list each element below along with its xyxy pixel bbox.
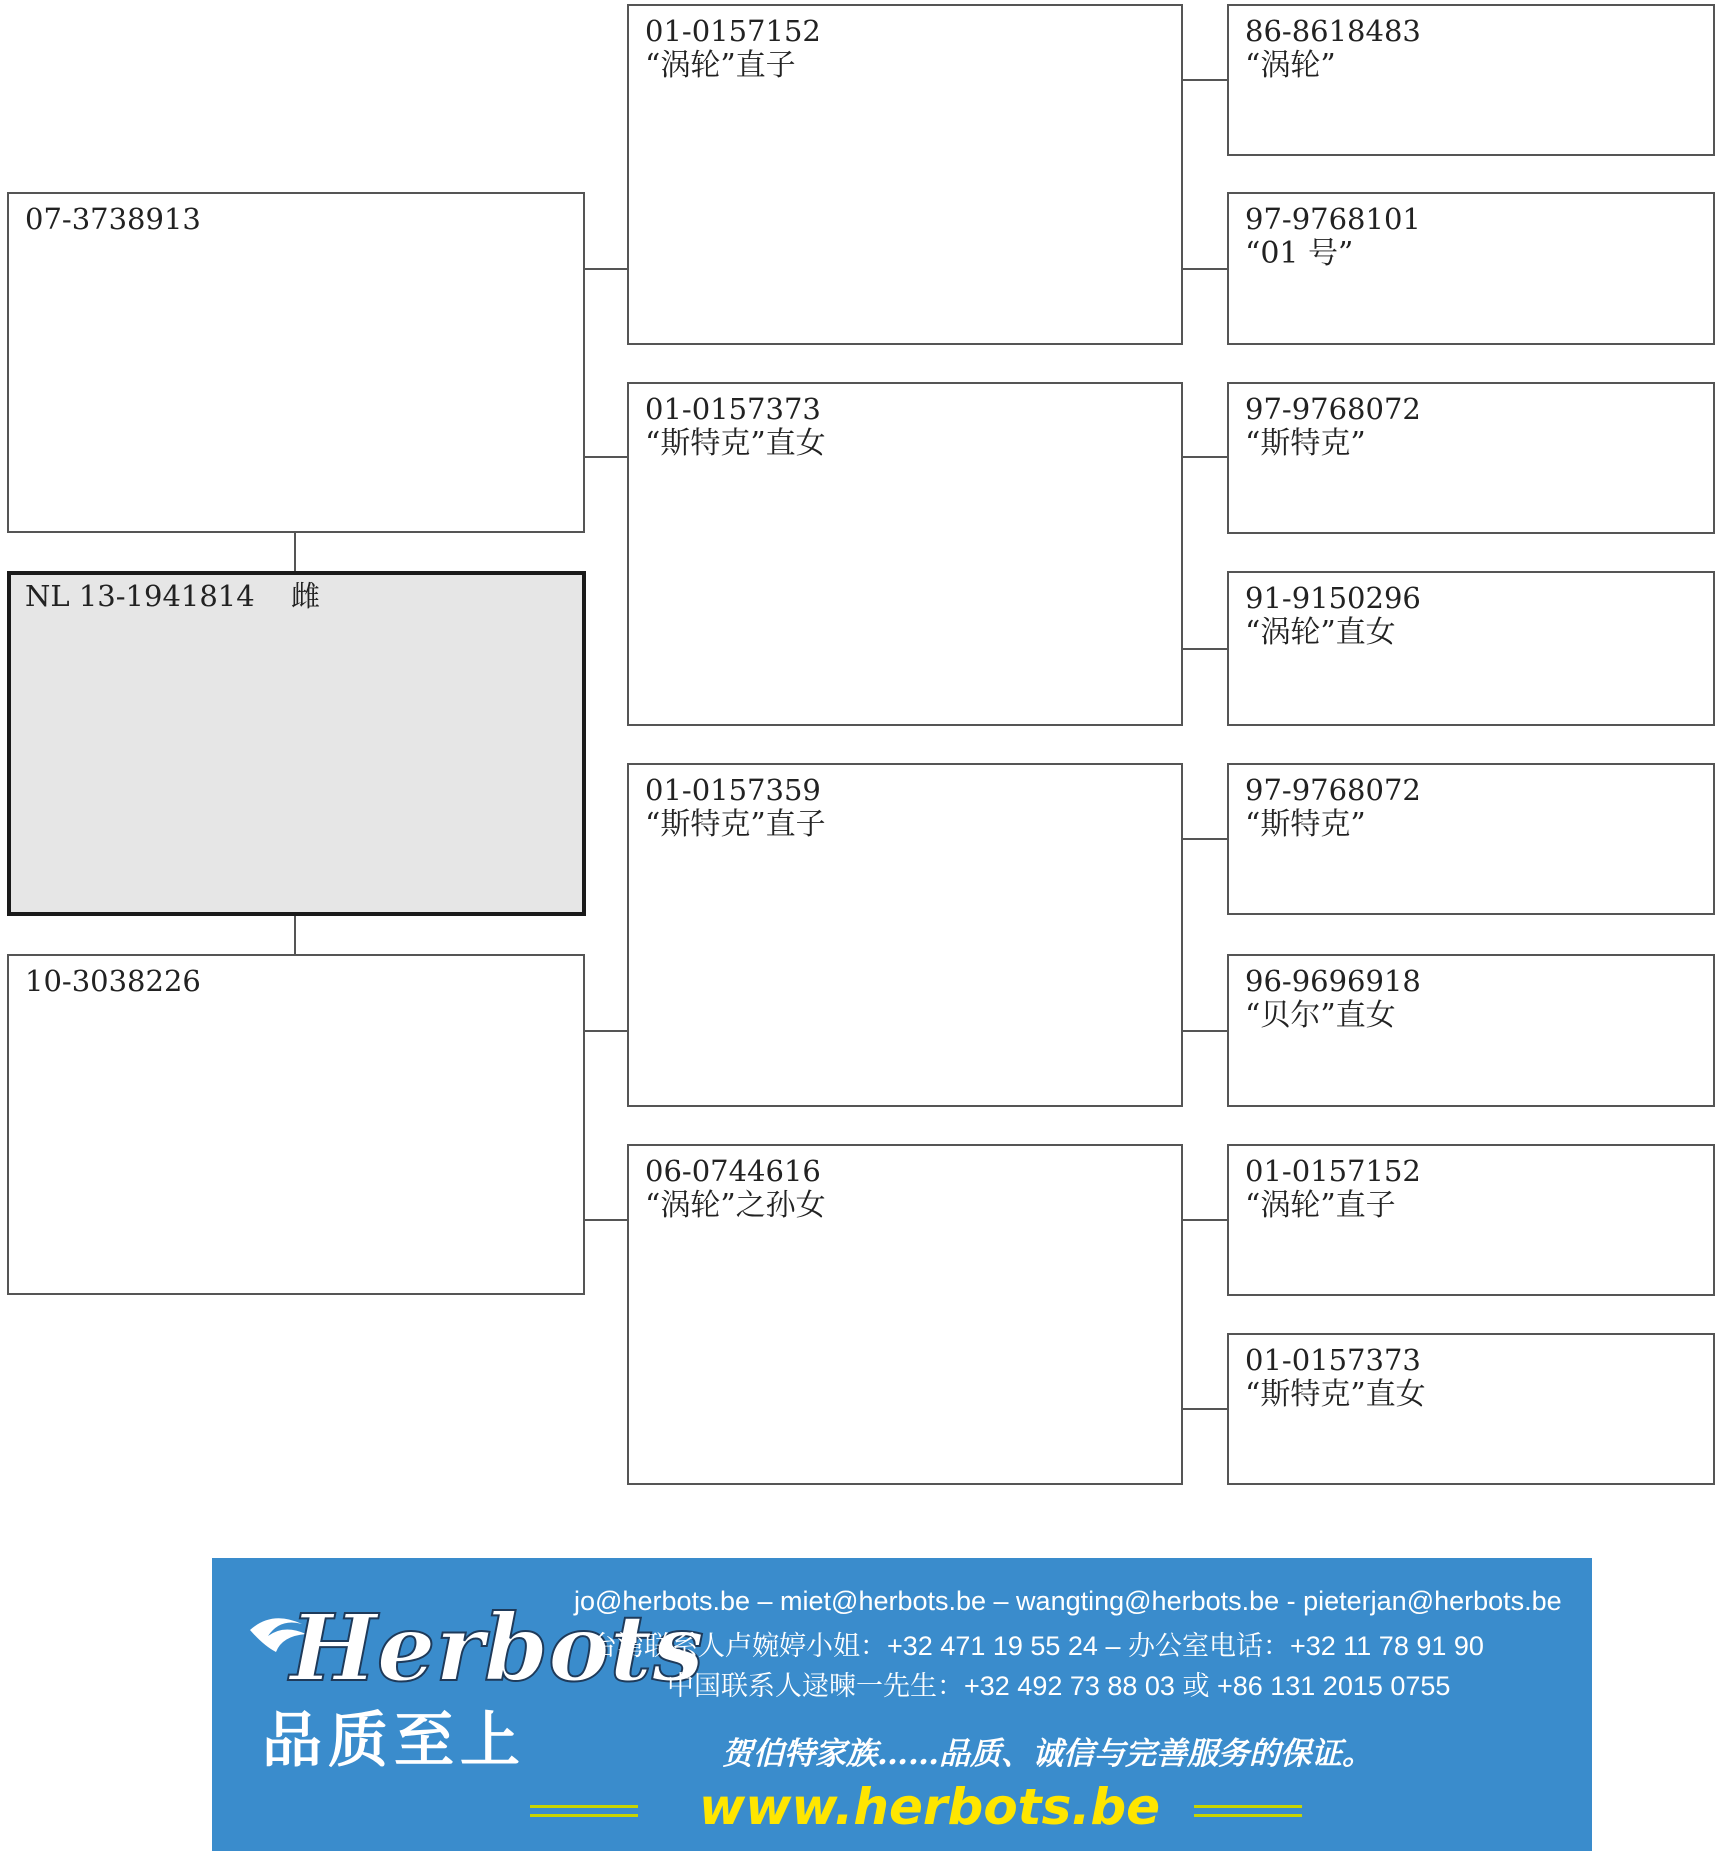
g3-box-1 [1227, 4, 1715, 156]
g3-box-3 [1227, 382, 1715, 534]
dam-ring-number: 10-3038226 [25, 964, 201, 998]
connector [1183, 1030, 1227, 1032]
decorative-line [1194, 1805, 1302, 1817]
g3-ring-number: 97-9768101 [1245, 202, 1421, 236]
g3-name: “01 号” [1245, 236, 1354, 271]
herbots-banner [212, 1558, 1592, 1851]
g3-name: “涡轮”直子 [1245, 1188, 1396, 1223]
g3-box-4 [1227, 571, 1715, 726]
sire-sire-box [627, 4, 1183, 345]
g3-ring-number: 97-9768072 [1245, 392, 1421, 426]
g3-box-8 [1227, 1333, 1715, 1485]
dam-box [7, 954, 585, 1295]
tagline: 品质至上 [262, 1706, 526, 1776]
sire-box [7, 192, 585, 533]
g3-name: “斯特克”直女 [1245, 1377, 1426, 1412]
connector [585, 1030, 627, 1032]
dam-dam-box [627, 1144, 1183, 1485]
svg-text:Herbots: Herbots [290, 1594, 704, 1702]
website-link[interactable]: www.herbots.be [699, 1778, 1161, 1836]
sire-dam-ring-number: 01-0157373 [645, 392, 821, 426]
dam-sire-ring-number: 01-0157359 [645, 773, 821, 807]
connector [1183, 456, 1227, 458]
taiwan-contact: 台湾联系人卢婉婷小姐：+32 471 19 55 24 – 办公室电话：+32 11 78 91 90 [590, 1631, 1484, 1661]
dam-dam-name: “涡轮”之孙女 [645, 1188, 826, 1223]
sire-dam-name: “斯特克”直女 [645, 426, 826, 461]
sire-ring-number: 07-3738913 [25, 202, 201, 236]
g3-name: “斯特克” [1245, 807, 1366, 842]
china-contact: 中国联系人逯暕一先生：+32 492 73 88 03 或 +86 131 2015 0755 [667, 1671, 1451, 1701]
connector [585, 1219, 627, 1221]
connector [1183, 648, 1227, 650]
dam-sire-name: “斯特克”直子 [645, 807, 826, 842]
subject-box [7, 571, 586, 916]
dam-dam-ring-number: 06-0744616 [645, 1154, 821, 1188]
slogan: 贺伯特家族……品质、诚信与完善服务的保证。 [722, 1736, 1373, 1772]
g3-ring-number: 86-8618483 [1245, 14, 1421, 48]
g3-box-2 [1227, 192, 1715, 345]
decorative-line [530, 1805, 638, 1817]
email-list: jo@herbots.be – miet@herbots.be – wangting@herbots.be - pieterjan@herbots.be [574, 1586, 1562, 1616]
g3-name: “斯特克” [1245, 426, 1366, 461]
g3-name: “贝尔”直女 [1245, 998, 1396, 1033]
connector [585, 456, 627, 458]
g3-box-6 [1227, 954, 1715, 1107]
connector [1183, 268, 1227, 270]
connector [294, 533, 296, 571]
subject-gender: 雌 [291, 579, 321, 613]
g3-ring-number: 01-0157373 [1245, 1343, 1421, 1377]
g3-box-7 [1227, 1144, 1715, 1296]
subject-ring-number: NL 13-1941814 [25, 579, 255, 613]
g3-ring-number: 91-9150296 [1245, 581, 1421, 615]
dam-sire-box [627, 763, 1183, 1107]
connector [294, 916, 296, 954]
g3-ring-number: 01-0157152 [1245, 1154, 1421, 1188]
connector [1183, 838, 1227, 840]
connector [1183, 1219, 1227, 1221]
g3-name: “涡轮”直女 [1245, 615, 1396, 650]
g3-ring-number: 97-9768072 [1245, 773, 1421, 807]
g3-box-5 [1227, 763, 1715, 915]
g3-name: “涡轮” [1245, 48, 1336, 83]
sire-sire-name: “涡轮”直子 [645, 48, 796, 83]
connector [585, 268, 627, 270]
g3-ring-number: 96-9696918 [1245, 964, 1421, 998]
sire-dam-box [627, 382, 1183, 726]
connector [1183, 1408, 1227, 1410]
connector [1183, 79, 1227, 81]
sire-sire-ring-number: 01-0157152 [645, 14, 821, 48]
